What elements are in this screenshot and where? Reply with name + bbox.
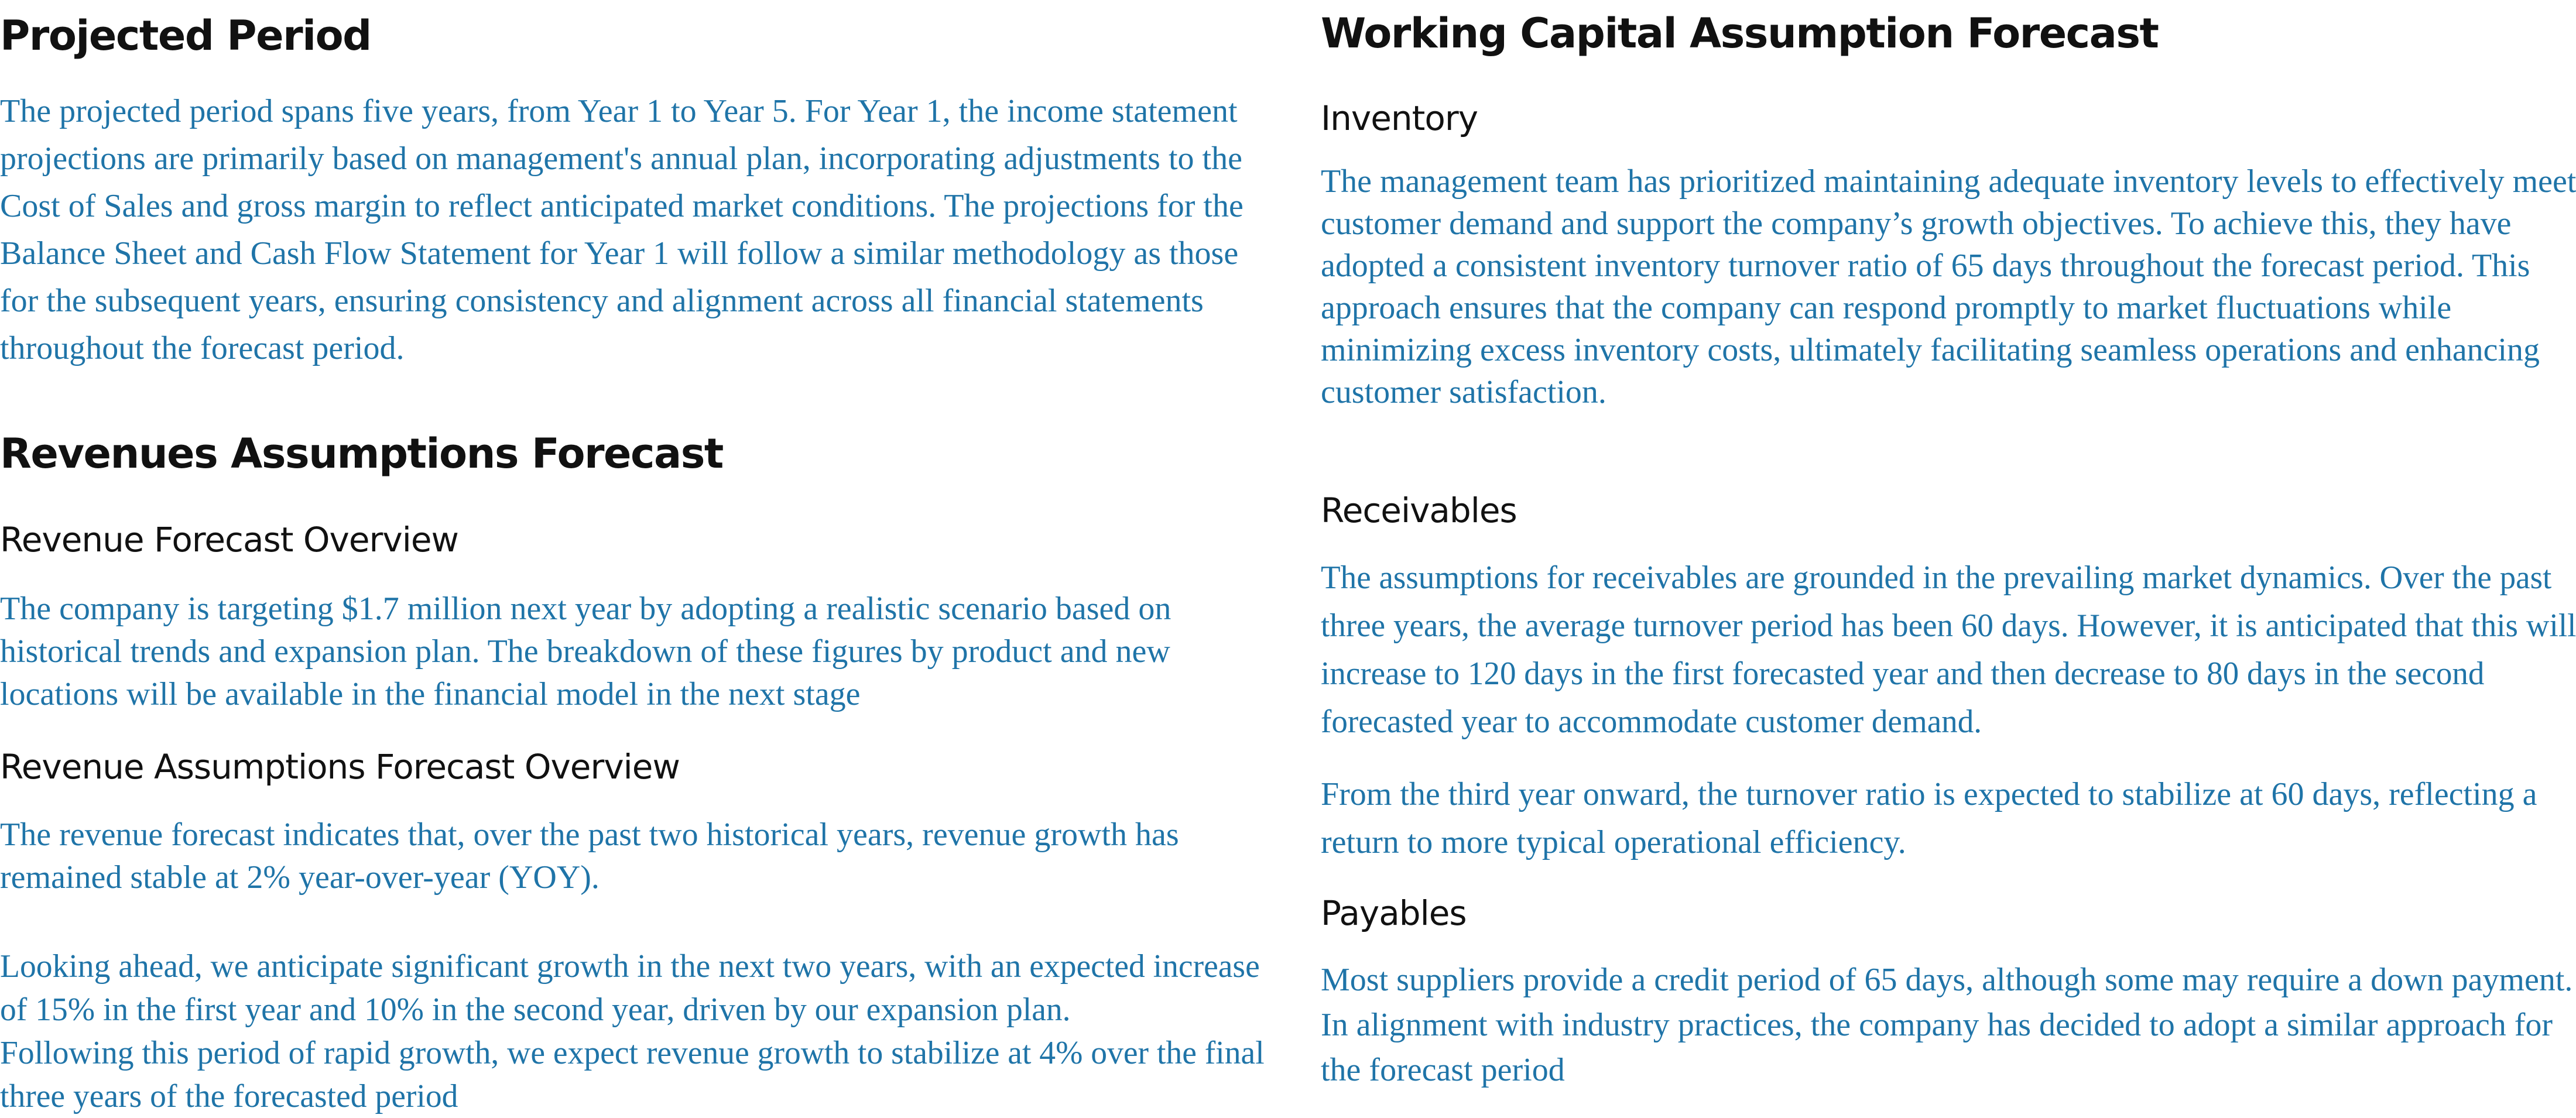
projected-period-heading: Projected Period bbox=[0, 12, 371, 60]
paragraph-line: adopted a consistent inventory turnover ratio of 65 days throughout the forecast period. This bbox=[1321, 248, 2530, 284]
inventory-paragraph bbox=[1321, 160, 2576, 413]
inventory-subheading: Inventory bbox=[1321, 98, 1478, 138]
paragraph-line: increase to 120 days in the first forecasted year and then decrease to 80 days in the second bbox=[1321, 656, 2485, 692]
receivables-paragraph-1 bbox=[1321, 554, 2576, 746]
paragraph-line: Looking ahead, we anticipate significant growth in the next two years, with an expected increase bbox=[0, 948, 1260, 985]
paragraph-line: customer demand and support the company’s growth objectives. To achieve this, they have bbox=[1321, 205, 2512, 242]
revenue-assumptions-paragraph-1 bbox=[0, 814, 1179, 899]
paragraph-line: the forecast period bbox=[1321, 1052, 1565, 1088]
paragraph-line: of 15% in the first year and 10% in the second year, driven by our expansion plan. bbox=[0, 992, 1071, 1028]
paragraph-line: three years, the average turnover period has been 60 days. However, it is anticipated that this will bbox=[1321, 608, 2576, 644]
paragraph-line: customer satisfaction. bbox=[1321, 374, 1606, 410]
paragraph-line: The projected period spans five years, from Year 1 to Year 5. For Year 1, the income statement bbox=[0, 93, 1238, 129]
paragraph-line: Cost of Sales and gross margin to reflect anticipated market conditions. The projections for the bbox=[0, 188, 1244, 224]
paragraph-line: In alignment with industry practices, the company has decided to adopt a similar approach for bbox=[1321, 1007, 2553, 1043]
working-capital-heading: Working Capital Assumption Forecast bbox=[1321, 9, 2159, 57]
receivables-subheading: Receivables bbox=[1321, 491, 1517, 530]
revenue-assumptions-paragraph-2 bbox=[0, 945, 1274, 1118]
revenue-forecast-overview-subheading: Revenue Forecast Overview bbox=[0, 520, 458, 560]
paragraph-line: three years of the forecasted period bbox=[0, 1078, 458, 1114]
revenues-assumptions-heading: Revenues Assumptions Forecast bbox=[0, 430, 723, 478]
paragraph-line: remained stable at 2% year-over-year (YOY). bbox=[0, 859, 600, 896]
paragraph-line: return to more typical operational efficiency. bbox=[1321, 824, 1906, 860]
revenue-assumptions-overview-subheading: Revenue Assumptions Forecast Overview bbox=[0, 747, 680, 787]
paragraph-line: for the subsequent years, ensuring consistency and alignment across all financial statements bbox=[0, 283, 1204, 319]
paragraph-line: minimizing excess inventory costs, ultimately facilitating seamless operations and enhancing bbox=[1321, 332, 2540, 368]
paragraph-line: The management team has prioritized maintaining adequate inventory levels to effectively meet bbox=[1321, 163, 2576, 200]
paragraph-line: Following this period of rapid growth, we expect revenue growth to stabilize at 4% over the final bbox=[0, 1035, 1265, 1071]
receivables-paragraph-2 bbox=[1321, 770, 2537, 866]
payables-paragraph bbox=[1321, 958, 2572, 1093]
paragraph-line: The assumptions for receivables are grounded in the prevailing market dynamics. Over the past bbox=[1321, 560, 2552, 596]
payables-subheading: Payables bbox=[1321, 893, 1467, 933]
paragraph-line: historical trends and expansion plan. The breakdown of these figures by product and new bbox=[0, 633, 1170, 670]
paragraph-line: throughout the forecast period. bbox=[0, 330, 405, 366]
paragraph-line: projections are primarily based on management's annual plan, incorporating adjustments to the bbox=[0, 140, 1242, 177]
paragraph-line: Balance Sheet and Cash Flow Statement for Year 1 will follow a similar methodology as those bbox=[0, 235, 1239, 272]
paragraph-line: locations will be available in the financial model in the next stage bbox=[0, 676, 861, 712]
paragraph-line: forecasted year to accommodate customer demand. bbox=[1321, 704, 1982, 740]
revenue-forecast-overview-paragraph bbox=[0, 588, 1171, 716]
paragraph-line: Most suppliers provide a credit period of 65 days, although some may require a down payment. bbox=[1321, 962, 2573, 998]
paragraph-line: From the third year onward, the turnover ratio is expected to stabilize at 60 days, reflecting a bbox=[1321, 776, 2537, 812]
paragraph-line: The company is targeting $1.7 million next year by adopting a realistic scenario based on bbox=[0, 591, 1171, 627]
paragraph-line: approach ensures that the company can respond promptly to market fluctuations while bbox=[1321, 290, 2452, 326]
paragraph-line: The revenue forecast indicates that, over the past two historical years, revenue growth has bbox=[0, 817, 1179, 853]
projected-period-paragraph bbox=[0, 88, 1244, 372]
